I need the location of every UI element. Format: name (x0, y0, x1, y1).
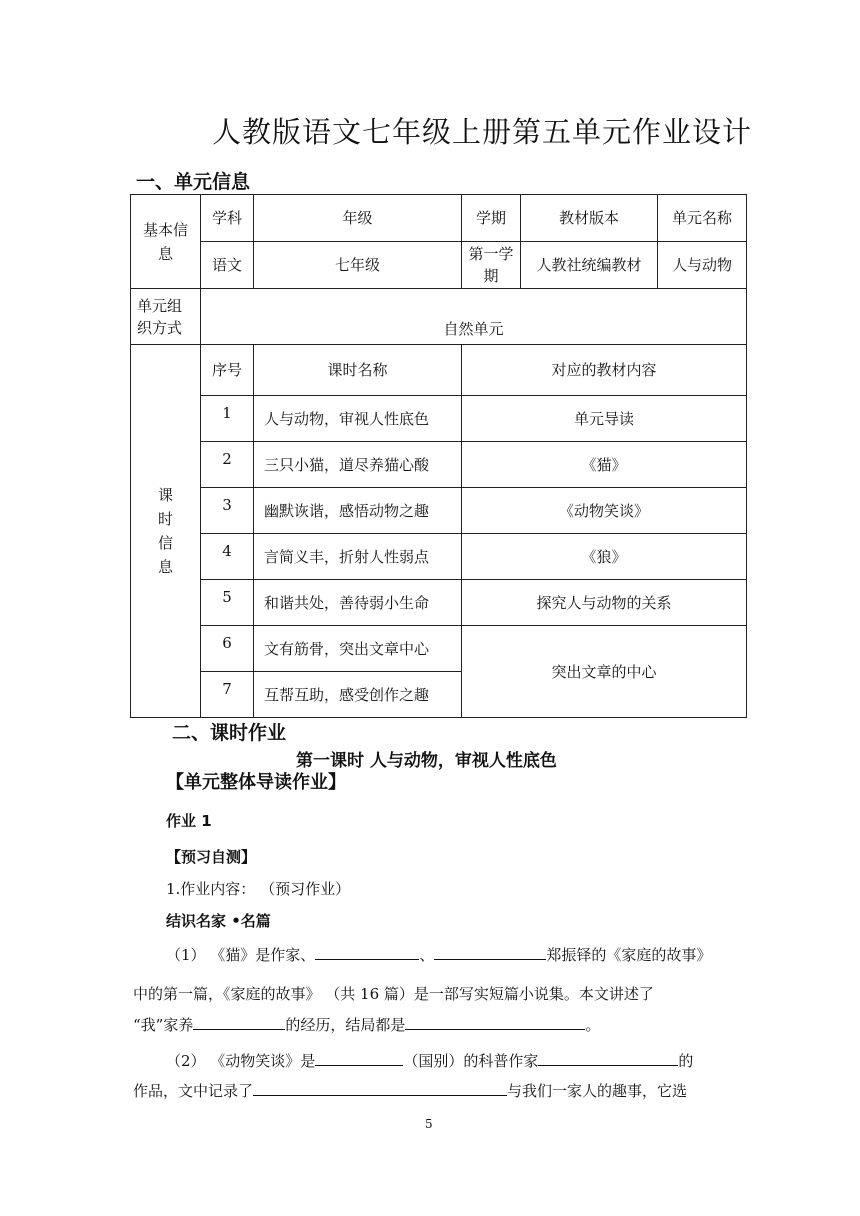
question-1-line-2: 中的第一篇，《家庭的故事》 （共 16 篇）是一部写实短篇小说集。本文讲述了 (133, 985, 654, 1003)
lesson-content: 《猫》 (462, 442, 747, 488)
lesson-name: 三只小猫，道尽养猫心酸 (254, 442, 462, 488)
lesson-header-name: 课时名称 (254, 345, 462, 396)
homework-content: 1.作业内容： （预习作业） (166, 880, 351, 898)
question-2-line-2: 作品，文中记录了 与我们一家人的趣事，它选 (133, 1082, 688, 1100)
lesson-content: 突出文章的中心 (462, 626, 747, 718)
lesson-no: 4 (201, 534, 254, 580)
fill-blank[interactable] (315, 1050, 403, 1066)
section-heading-unit-info: 一、单元信息 (136, 171, 251, 193)
org-label: 单元组织方式 (131, 289, 201, 345)
fill-blank[interactable] (253, 1080, 507, 1096)
value-unit-name: 人与动物 (658, 242, 747, 289)
unit-guide-heading: 【单元整体导读作业】 (166, 772, 346, 793)
lesson-header-no: 序号 (201, 345, 254, 396)
header-edition: 教材版本 (521, 195, 658, 242)
basic-info-label: 基本信息 (131, 195, 201, 289)
page-number: 5 (425, 1117, 433, 1131)
preview-test-heading: 【预习自测】 (166, 848, 257, 866)
lesson-name: 文有筋骨，突出文章中心 (254, 626, 462, 672)
lesson-content: 《狼》 (462, 534, 747, 580)
lesson-content: 单元导读 (462, 396, 747, 442)
homework-1-label: 作业 1 (166, 812, 212, 830)
question-1-line-3: “我”家养 的经历，结局都是 。 (133, 1016, 601, 1034)
header-term: 学期 (462, 195, 521, 242)
lesson-no: 3 (201, 488, 254, 534)
header-subject: 学科 (201, 195, 254, 242)
fill-blank[interactable] (538, 1050, 678, 1066)
lesson1-title: 第一课时 人与动物，审视人性底色 (296, 751, 557, 771)
header-unit-name: 单元名称 (658, 195, 747, 242)
org-value: 自然单元 (201, 289, 747, 345)
lesson-name: 和谐共处，善待弱小生命 (254, 580, 462, 626)
header-grade: 年级 (254, 195, 462, 242)
lesson-no: 1 (201, 396, 254, 442)
fill-blank[interactable] (193, 1014, 285, 1030)
famous-works-heading: 结识名家 •名篇 (166, 912, 271, 930)
question-1-line-1: （1） 《猫》是作家、 、 郑振铎的《家庭的故事》 (166, 946, 712, 964)
lesson-name: 言简义丰，折射人性弱点 (254, 534, 462, 580)
document-title: 人教版语文七年级上册第五单元作业设计 (212, 115, 753, 149)
lesson-name: 幽默诙谐，感悟动物之趣 (254, 488, 462, 534)
lesson-no: 7 (201, 672, 254, 718)
unit-info-table (130, 194, 747, 718)
lesson-name: 互帮互助，感受创作之趣 (254, 672, 462, 718)
section-heading-lesson-homework: 二、课时作业 (172, 722, 287, 744)
question-2-line-1: （2） 《动物笑谈》是 （国别）的科普作家 的 (166, 1052, 694, 1070)
fill-blank[interactable] (405, 1014, 585, 1030)
lesson-info-label: 课时信息 (131, 345, 201, 718)
value-subject: 语文 (201, 242, 254, 289)
fill-blank[interactable] (434, 944, 546, 960)
value-edition: 人教社统编教材 (521, 242, 658, 289)
fill-blank[interactable] (315, 944, 419, 960)
lesson-no: 5 (201, 580, 254, 626)
lesson-no: 6 (201, 626, 254, 672)
value-grade: 七年级 (254, 242, 462, 289)
lesson-no: 2 (201, 442, 254, 488)
value-term: 第一学期 (462, 242, 521, 289)
lesson-header-content: 对应的教材内容 (462, 345, 747, 396)
lesson-name: 人与动物，审视人性底色 (254, 396, 462, 442)
lesson-content: 探究人与动物的关系 (462, 580, 747, 626)
lesson-content: 《动物笑谈》 (462, 488, 747, 534)
